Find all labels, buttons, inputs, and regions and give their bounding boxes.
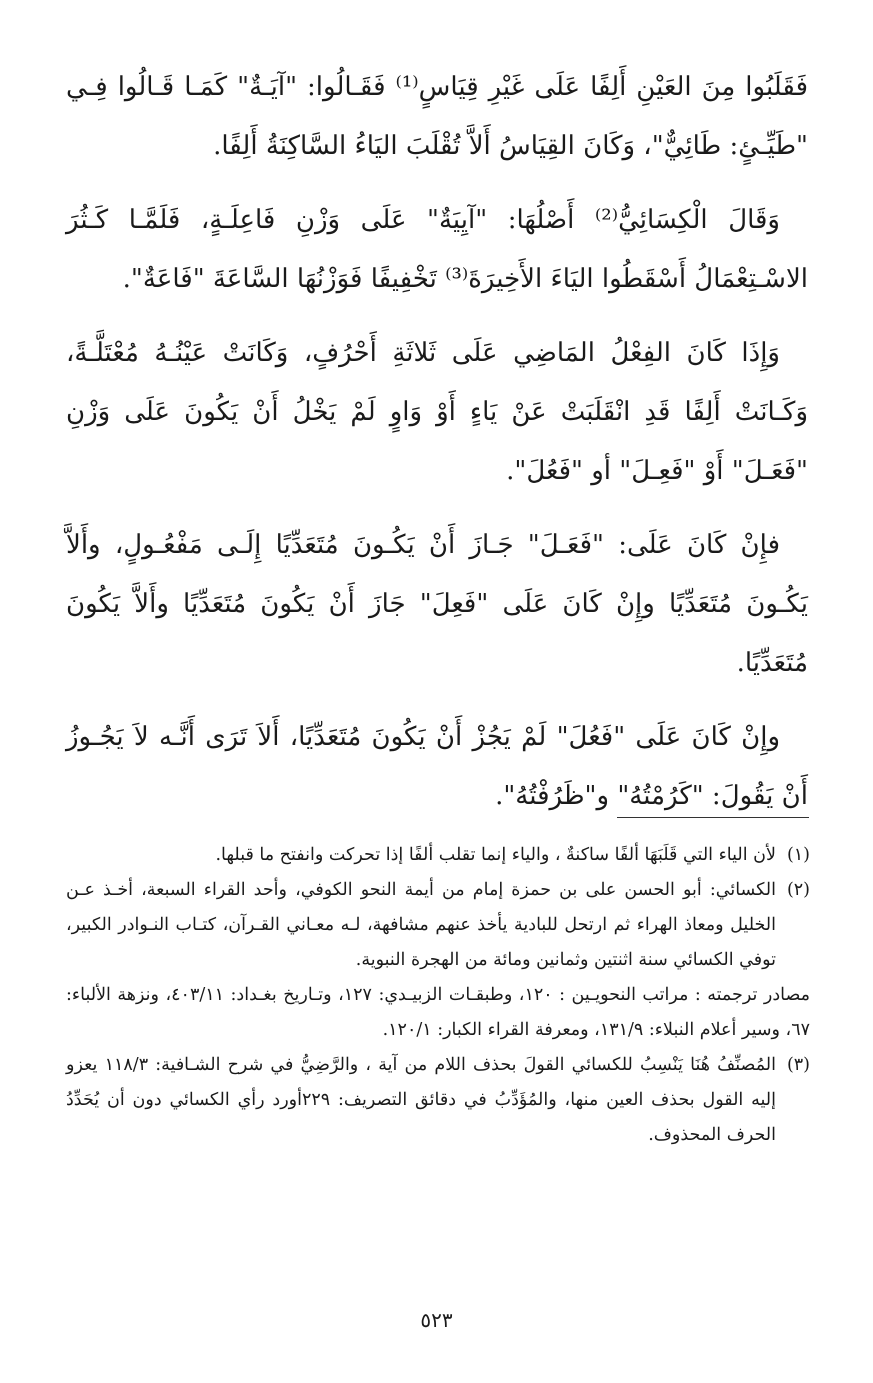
paragraph-4: فإِنْ كَانَ عَلَى: "فَعَـلَ" جَـازَ أَنْ يَكُـونَ مُتَعَدِّيًا إِلَـى مَفْعُـولٍ، وأَلاَّ يَكُـونَ مُتَعَدِّيًا وإِنْ كَانَ عَلَى "فَعِلَ" جَازَ أَنْ يَكُونَ مُتَعَدِّيًا وأَلاَّ يَكُونَ مُتَعَدِّيًا. <box>66 530 808 678</box>
footnote-3 <box>66 1048 810 1153</box>
footnote-3-text: المُصنِّفُ هُنَا يَنْسِبُ للكسائي القولَ بحذف اللام من آية ، والرَّضِيُّ في شرح الشـافية: ١١٨/٣ يعزو إليه القول بحذف العين منها، والمُؤَدِّبُ في دقائق التصريف: ٢٢٩أورد رأي الكسائي دون أن يُحَدِّدُ الحرف المحذوف. <box>66 1055 777 1145</box>
footnote-2-sources: مصادر ترجمته : مراتب النحويـين : ١٢٠، وطبقـات الزبيـدي: ١٢٧، وتـاريخ بغـداد: ٤٠٣/١١، ونزهة الألباء: ٦٧، وسير أعلام النبلاء: ١٣١/٩، ومعرفة القراء الكبار: ١٢٠/١. <box>66 985 810 1040</box>
paragraph-1: فَقَلَبُوا مِنَ العَيْنِ أَلِفًا عَلَى غَيْرِ قِيَاسٍ⁽¹⁾ فَقَـالُوا: "آيَـةٌ" كَمَـا قَـالُوا فِـي "طَيِّـئٍ: طَائِيٌّ"، وَكَانَ القِيَاسُ أَلاَّ تُقْلَبَ اليَاءُ السَّاكِنَةُ أَلِفًا. <box>66 72 808 161</box>
paragraph-3: وَإِذَا كَانَ الفِعْلُ المَاضِي عَلَى ثَلاثَةِ أَحْرُفٍ، وَكَانَتْ عَيْنُـهُ مُعْتَلَّـةً، وَكَـانَتْ أَلِفًا قَدِ انْقَلَبَتْ عَنْ يَاءٍ أَوْ وَاوٍ لَمْ يَخْلُ أَنْ يَكُونَ عَلَى وَزْنِ "فَعَـلَ" أَوْ "فَعِـلَ" أو "فَعُلَ". <box>66 338 808 486</box>
footnote-2-number: (٢) <box>786 880 810 900</box>
footnote-2 <box>66 873 810 978</box>
footnote-2-text: الكسائي: أبو الحسن على بن حمزة إمام من أيمة النحو الكوفي، وأحد القراء السبعة، أخـذ عـن الخليل ومعاذ الهراء ثم ارتحل للبادية يأخذ عنهم مشافهة، لـه معـاني القـرآن، كتـاب النـوادر الكبير، توفي الكسائي سنة اثنتين وثمانين ومائة من الهجرة النبوية. <box>66 880 776 970</box>
footnotes <box>66 838 810 1153</box>
paragraph-2: وَقَالَ الْكِسَائِيُّ⁽²⁾ أَصْلُهَا: "آيِيَةٌ" عَلَى وَزْنِ فَاعِلَـةٍ، فَلَمَّـا كَـثُرَ الاسْـتِعْمَالُ أَسْقَطُوا اليَاءَ الأَخِيرَةَ⁽³⁾ تَخْفِيفًا فَوَزْنُهَا السَّاعَةَ "فَاعَةٌ". <box>66 205 808 294</box>
footnote-1-text: لأن الياء التي قَلَبَهَا ألفًا ساكنةٌ ، والياء إنما تقلب ألفًا إذا تحركت وانفتح ما قبلها. <box>215 845 776 865</box>
footnote-separator <box>617 817 809 818</box>
footnote-3-number: (٣) <box>786 1055 810 1075</box>
footnote-1-number: (١) <box>786 845 810 865</box>
main-text <box>66 58 808 841</box>
page-number: ٥٢٣ <box>420 1308 453 1332</box>
paragraph-5: وإِنْ كَانَ عَلَى "فَعُلَ" لَمْ يَجُزْ أَنْ يَكُونَ مُتَعَدِّيًا، أَلاَ تَرَى أَنَّـه لاَ يَجُـوزُ أَنْ يَقُولَ: "كَرُمْتُهُ" و"ظَرُفْتُهُ". <box>66 722 808 811</box>
footnote-1 <box>66 838 810 873</box>
